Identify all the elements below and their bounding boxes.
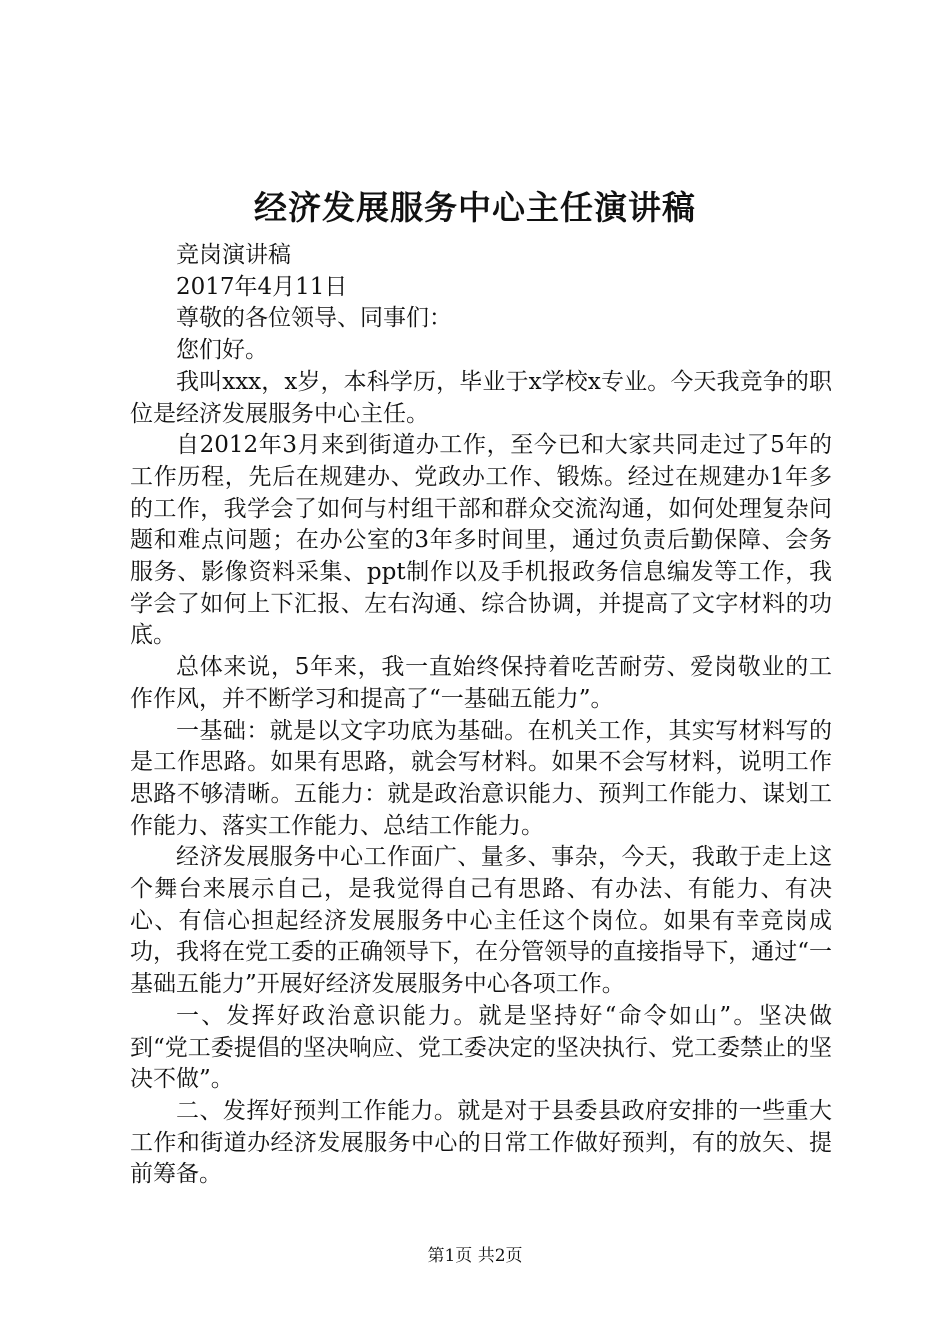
page-footer: 第1页 共2页 <box>427 1246 523 1266</box>
document-title: 经济发展服务中心主任演讲稿 <box>254 188 696 227</box>
document-body <box>130 240 832 1191</box>
paragraph-heading: 竞岗演讲稿 <box>176 242 291 268</box>
paragraph-point-two: 二、发挥好预判工作能力。就是对于县委县政府安排的一些重大工作和街道办经济发展服务中心的日常工作做好预判，有的放矢、提前筹备。 <box>130 1097 832 1188</box>
paragraph-salutation: 尊敬的各位领导、同事们： <box>176 305 452 332</box>
paragraph-work-history: 自2012年3月来到街道办工作，至今已和大家共同走过了5年的工作历程，先后在规建办、党政办工作、锻炼。经过在规建办1年多的工作，我学会了如何与村组干部和群众交流沟通，如何处理复杂问题和难点问题；在办公室的3年多时间里，通过负责后勤保障、会务服务、影像资料采集、ppt制作以及手机报政务信息编发等工作，我学会了如何上下汇报、左右沟通、综合协调，并提高了文字材料的功底。 <box>130 432 832 649</box>
paragraph-summary: 总体来说，5年来，我一直始终保持着吃苦耐劳、爱岗敬业的工作作风，并不断学习和提高了“一基础五能力”。 <box>130 654 832 712</box>
paragraph-commitment: 经济发展服务中心工作面广、量多、事杂，今天，我敢于走上这个舞台来展示自己，是我觉得自己有思路、有办法、有能力、有决心、有信心担起经济发展服务中心主任这个岗位。如果有幸竞岗成功，我将在党工委的正确领导下，在分管领导的直接指导下，通过“一基础五能力”开展好经济发展服务中心各项工作。 <box>130 844 832 998</box>
paragraph-point-one: 一、发挥好政治意识能力。就是坚持好“命令如山”。坚决做到“党工委提倡的坚决响应、党工委决定的坚决执行、党工委禁止的坚决不做”。 <box>130 1002 832 1093</box>
paragraph-self-intro: 我叫xxx，x岁，本科学历，毕业于x学校x专业。今天我竞争的职位是经济发展服务中心主任。 <box>130 368 832 427</box>
paragraph-greeting: 您们好。 <box>176 337 268 364</box>
paragraph-foundation: 一基础：就是以文字功底为基础。在机关工作，其实写材料写的是工作思路。如果有思路，就会写材料。如果不会写材料，说明工作思路不够清晰。五能力：就是政治意识能力、预判工作能力、谋划工作能力、落实工作能力、总结工作能力。 <box>130 717 832 839</box>
paragraph-date: 2017年4月11日 <box>176 273 348 300</box>
